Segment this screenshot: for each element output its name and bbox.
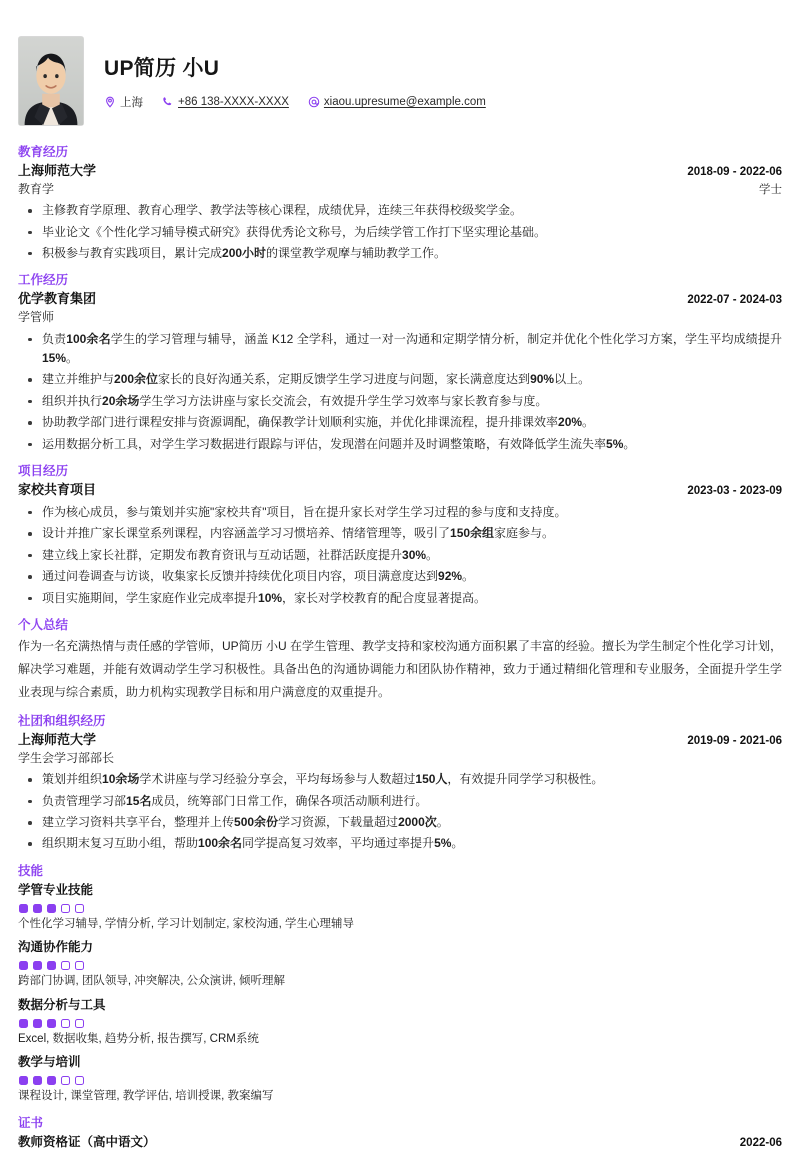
section-summary (18, 617, 782, 704)
bullet-item: 运用数据分析工具，对学生学习数据进行跟踪与评估，发现潜在问题并及时调整策略，有效降低学生流失率5%。 (18, 435, 782, 454)
skill-block (18, 1053, 782, 1106)
skill-dot-empty (75, 1076, 84, 1085)
bullet-item: 建立学习资料共享平台，整理并上传500余份学习资源，下载量超过2000次。 (18, 813, 782, 832)
skill-dot-filled (33, 904, 42, 913)
bullet-item: 通过问卷调查与访谈，收集家长反馈并持续优化项目内容，项目满意度达到92%。 (18, 567, 782, 586)
skill-dot-filled (33, 1019, 42, 1028)
education-entry-header (18, 162, 782, 181)
education-degree: 学士 (759, 183, 782, 196)
work-role: 学管师 (18, 310, 55, 325)
contact-phone[interactable] (162, 96, 289, 108)
bullet-item: 策划并组织10余场学术讲座与学习经验分享会，平均每场参与人数超过150人，有效提升同学学习积极性。 (18, 770, 782, 789)
skill-dot-filled (19, 1076, 28, 1085)
skill-dot-filled (47, 961, 56, 970)
bullet-item: 负责100余名学生的学习管理与辅导，涵盖 K12 全学科，通过一对一沟通和定期学情分析，制定并优化个性化学习方案，学生平均成绩提升15%。 (18, 330, 782, 369)
summary-text: 作为一名充满热情与责任感的学管师，UP简历 小U 在学生管理、教学支持和家校沟通方面积累了丰富的经验。擅长为学生制定个性化学习计划，解决学习难题，并能有效调动学生学习积极性。具备出色的沟通协调能力和团队协作精神，致力于通过精细化管理和专业服务，全面提升学生学业表现与综合素质，助力机构实现教学目标和用户满意度的双重提升。 (18, 638, 783, 699)
education-bullets (18, 201, 782, 263)
section-project (18, 463, 782, 608)
skill-name: 教学与培训 (18, 1055, 81, 1070)
skill-dot-empty (61, 1076, 70, 1085)
skill-dot-filled (33, 961, 42, 970)
section-title-education: 教育经历 (18, 145, 69, 159)
skill-dot-empty (75, 904, 84, 913)
bullet-item: 建立线上家长社群，定期发布教育资讯与互动话题，社群活跃度提升30%。 (18, 546, 782, 565)
bullet-item: 建立并维护与200余位家长的良好沟通关系，定期反馈学生学习进度与问题，家长满意度达到90%以上。 (18, 370, 782, 389)
education-entry-subheader (18, 181, 782, 198)
skill-dot-empty (61, 961, 70, 970)
project-bullets (18, 503, 782, 608)
skill-tags: Excel, 数据收集, 趋势分析, 报告撰写, CRM系统 (18, 1032, 259, 1045)
skill-dot-filled (19, 1019, 28, 1028)
skill-block (18, 996, 782, 1049)
organization-name: 上海师范大学 (18, 731, 97, 747)
skill-dot-empty (61, 1019, 70, 1028)
contact-email[interactable] (308, 96, 486, 108)
bullet-item: 项目实施期间，学生家庭作业完成率提升10%，家长对学校教育的配合度显著提高。 (18, 589, 782, 608)
skill-tags: 课程设计, 课堂管理, 教学评估, 培训授课, 教案编写 (18, 1090, 274, 1103)
skill-dot-filled (33, 1076, 42, 1085)
education-org: 上海师范大学 (18, 162, 97, 178)
organization-date: 2019-09 - 2021-06 (687, 734, 782, 747)
contact-location (104, 94, 143, 110)
skill-dot-filled (47, 1019, 56, 1028)
bullet-item: 作为核心成员，参与策划并实施"家校共育"项目，旨在提升家长对学生学习过程的参与度和支持度。 (18, 503, 782, 522)
education-entry (18, 162, 782, 264)
email-icon (308, 96, 320, 108)
section-title-summary: 个人总结 (18, 618, 69, 633)
organization-entry (18, 731, 782, 854)
section-title-work: 工作经历 (18, 273, 69, 288)
section-certificates (18, 1115, 782, 1151)
project-name: 家校共育项目 (18, 482, 97, 498)
skill-tags: 个性化学习辅导, 学情分析, 学习计划制定, 家校沟通, 学生心理辅导 (18, 917, 355, 930)
organization-bullets (18, 770, 782, 854)
skills-list (18, 881, 782, 1106)
skill-dot-filled (47, 1076, 56, 1085)
education-date: 2018-09 - 2022-06 (687, 165, 782, 178)
organization-entry-header (18, 731, 782, 750)
section-work (18, 272, 782, 454)
skill-dot-empty (61, 904, 70, 913)
skill-level-dots (19, 961, 782, 970)
section-organization (18, 713, 782, 854)
work-entry-header (18, 290, 782, 309)
work-company: 优学教育集团 (18, 291, 97, 307)
bullet-item: 负责管理学习部15名成员，统筹部门日常工作，确保各项活动顺利进行。 (18, 792, 782, 811)
location-pin-icon (104, 96, 116, 108)
avatar (18, 36, 84, 126)
skill-block (18, 938, 782, 991)
phone-icon (162, 96, 174, 108)
skill-level-dots (19, 1076, 782, 1085)
skill-dot-empty (75, 1019, 84, 1028)
skill-dot-filled (47, 904, 56, 913)
email-value[interactable]: xiaou.upresume@example.com (323, 96, 486, 108)
skill-name: 数据分析与工具 (18, 997, 106, 1012)
skill-name: 学管专业技能 (18, 882, 94, 897)
skill-name: 沟通协作能力 (18, 940, 94, 955)
bullet-item: 积极参与教育实践项目，累计完成200小时的课堂教学观摩与辅助教学工作。 (18, 244, 782, 263)
section-education (18, 144, 782, 263)
bullet-item: 组织期末复习互助小组，帮助100余名同学提高复习效率，平均通过率提升5%。 (18, 834, 782, 853)
certificate-date: 2022-06 (739, 1136, 782, 1149)
certificate-name: 教师资格证（高中语文） (18, 1134, 156, 1149)
skill-dot-empty (75, 961, 84, 970)
work-bullets (18, 330, 782, 455)
bullet-item: 组织并执行20余场学生学习方法讲座与家长交流会，有效提升学生学习效率与家长教育参与度。 (18, 392, 782, 411)
section-title-project: 项目经历 (18, 464, 69, 479)
phone-value[interactable]: +86 138-XXXX-XXXX (178, 96, 289, 108)
project-entry (18, 481, 782, 608)
work-entry (18, 290, 782, 454)
section-title-organization: 社团和组织经历 (18, 714, 106, 729)
organization-role: 学生会学习部部长 (18, 750, 115, 765)
bullet-item: 协助教学部门进行课程安排与资源调配，确保教学计划顺利实施，并优化排课流程，提升排课效率20%。 (18, 413, 782, 432)
contact-row (104, 94, 782, 110)
resume-header (18, 36, 782, 144)
project-date: 2023-03 - 2023-09 (687, 485, 782, 498)
education-major: 教育学 (18, 181, 55, 196)
candidate-name: UP简历 小U (104, 57, 220, 80)
skill-dot-filled (19, 961, 28, 970)
skill-level-dots (19, 904, 782, 913)
work-date: 2022-07 - 2024-03 (687, 294, 782, 307)
skill-tags: 跨部门协调, 团队领导, 冲突解决, 公众演讲, 倾听理解 (18, 975, 286, 988)
skill-dot-filled (19, 904, 28, 913)
section-title-skills: 技能 (18, 863, 44, 878)
bullet-item: 毕业论文《个性化学习辅导模式研究》获得优秀论文称号，为后续学管工作打下坚实理论基础。 (18, 223, 782, 242)
certificate-row (18, 1133, 782, 1151)
skill-level-dots (19, 1019, 782, 1028)
project-entry-header (18, 481, 782, 500)
bullet-item: 主修教育学原理、教育心理学、教学法等核心课程，成绩优异，连续三年获得校级奖学金。 (18, 201, 782, 220)
bullet-item: 设计并推广家长课堂系列课程，内容涵盖学习习惯培养、情绪管理等，吸引了150余组家庭参与。 (18, 524, 782, 543)
section-skills (18, 863, 782, 1106)
certificates-list (18, 1133, 782, 1151)
location-value: 上海 (120, 97, 143, 109)
header-text-block (104, 52, 782, 110)
section-title-certificates: 证书 (18, 1116, 44, 1131)
skill-block (18, 881, 782, 934)
